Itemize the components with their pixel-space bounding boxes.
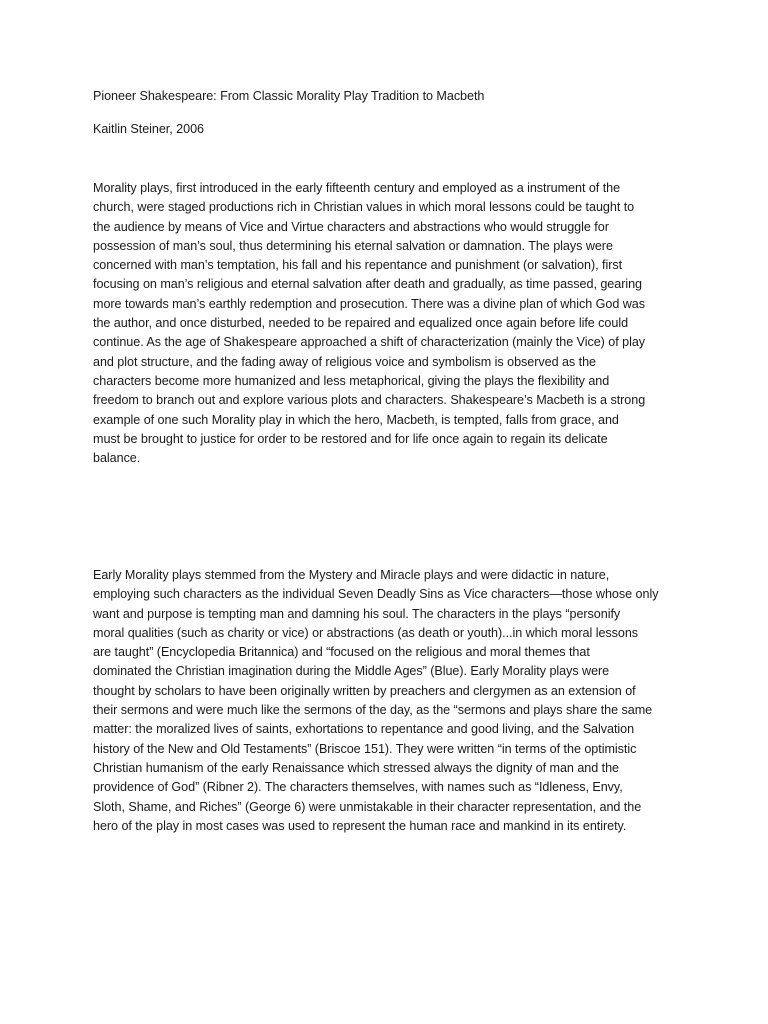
author-line: Kaitlin Steiner, 2006 xyxy=(93,122,204,136)
body-paragraph-1: Morality plays, first introduced in the early fifteenth century and employed as a instrument of the church, were staged productions rich in Christian values in which moral lessons could be taught to the audience by means of Vice and Virtue characters and abstractions who would struggle for possession of man’s soul, thus determining his eternal salvation or damnation. The plays were concerned with man’s temptation, his fall and his repentance and punishment (or salvation), first focusing on man’s religious and eternal salvation after death and gradually, as time passed, gearing more towards man’s earthly redemption and prosecution. There was a divine plan of which God was the author, and once disturbed, needed to be repaired and equalized once again before life could continue. As the age of Shakespeare approached a shift of characterization (mainly the Vice) of play and plot structure, and the fading away of religious voice and symbolism is observed as the characters become more humanized and less metaphorical, giving the plays the flexibility and freedom to branch out and explore various plots and characters. Shakespeare’s Macbeth is a strong example of one such Morality play in which the hero, Macbeth, is tempted, falls from grace, and must be brought to justice for order to be restored and for life once again to regain its delicate balance. xyxy=(93,181,646,466)
document-title: Pioneer Shakespeare: From Classic Morality Play Tradition to Macbeth xyxy=(93,89,485,103)
body-paragraph-2: Early Morality plays stemmed from the Mystery and Miracle plays and were didactic in nature, employing such characters as the individual Seven Deadly Sins as Vice characters—those whose only want and purpose is tempting man and damning his soul. The characters in the plays “personify moral qualities (such as charity or vice) or abstractions (as death or youth)...in which moral lessons are taught” (Encyclopedia Britannica) and “focused on the religious and moral themes that dominated the Christian imagination during the Middle Ages” (Blue). Early Morality plays were thought by scholars to have been originally written by preachers and clergymen as an extension of their sermons and were much like the sermons of the day, as the “sermons and plays share the same matter: the moralized lives of saints, exhortations to repentance and good living, and the Salvation history of the New and Old Testaments” (Briscoe 151). They were written “in terms of the optimistic Christian humanism of the early Renaissance which stressed always the dignity of man and the providence of God” (Ribner 2). The characters themselves, with names such as “Idleness, Envy, Sloth, Shame, and Riches” (George 6) were unmistakable in their character representation, and the hero of the play in most cases was used to represent the human race and mankind in its entirety. xyxy=(93,568,659,833)
